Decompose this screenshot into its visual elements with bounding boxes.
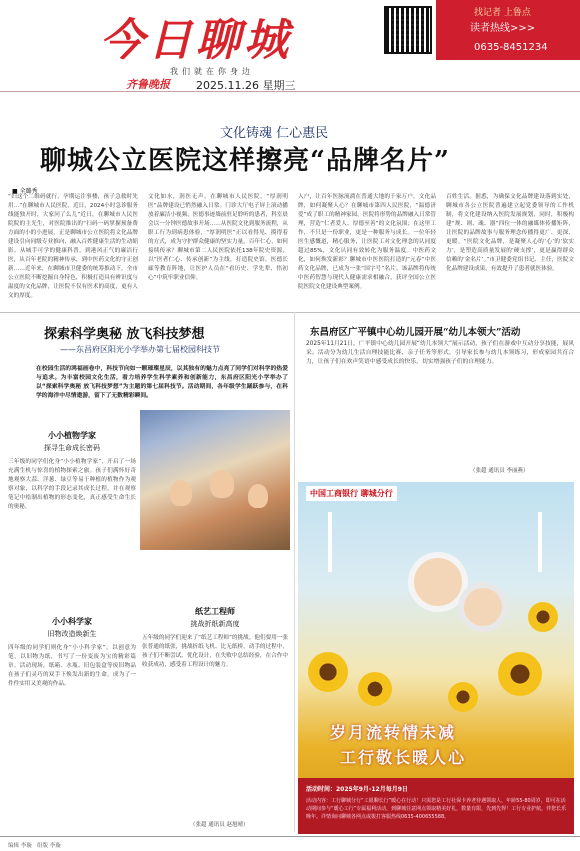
brand-logo: 齐鲁晚报 <box>126 78 170 91</box>
story2-sec2-title: 小小科学家 <box>52 616 92 626</box>
main-story-col1: “妇这个二维码就行，孕期运注事楼，孩子急救时先用…”在聊城市人民医院，近日，2024小时急诊服务线能独开时，大家问了么儿”近日，在聊城市人民医院院的主光生，对医院推出的“扫码一码掌握预备费方面的小的小进展，正是聊城市公立医院将文化品牌建设引向同级专业推向、融入百姓健康生活的生动缩影。从城手可学的健康科普，到港风正气的廉洁行医，从百年老院的精神传承，到中医药文化的守正创新……近年来，在聊城市卫健委的统筹推动下，全市公立医院不断挖掘自身特色，积极打造具有辨识度与温度的文化品牌，让医院不仅有医术的高度，更有人文的厚度。 <box>8 194 138 299</box>
ad-time: 活动时间：2025年9月-12月每月9日 <box>306 786 408 793</box>
issue-date: 2025.11.26 星期三 <box>196 79 296 92</box>
ad-slogan-line1: 岁月流转情未减 <box>330 723 457 742</box>
column-divider <box>294 312 295 832</box>
page-footer <box>0 836 580 851</box>
story2-sec3-sub: 挑战折纸新高度 <box>190 620 240 628</box>
footer-editor: 编辑 李璇 <box>8 843 32 849</box>
hotline-number: 0635-8451234 <box>474 42 548 53</box>
story2-sec1-sub: 探寻生命成长密码 <box>44 444 100 452</box>
ad-description: 活动内容：工行聊城分行“工银聊长行”暖心在行动！只需您是工行社保卡养老待遇领取人，年龄55-80周岁，即可在活动期间参与“暖心工行”专属福利活动，到聊城任意网点领取精美好礼，数量有限，先到先得！工行专业护航，伴您长乐晚年。详情询问聊城各网点或拨打客服热线0635-400655588。 <box>306 798 567 820</box>
story2-sec1-body: 三年级的同学们化身“小小植物学家”，开启了一场充满生机与惊喜的植物探索之旅。孩子们满怀好奇地观察大蒜、洋葱、绿豆等易于种植的植物作为观察对象，以科学的手段记录其成长过程，并在观察笔记中绘制出植物的形态变化，真正感受生命生长的奥秘。 <box>8 459 136 510</box>
story2-sec3-body: 五年级的同学们迎来了“纸艺工程师”的挑战。他们要用一张张普通的纸张，挑战折纸飞机、比无纸桥，动手的过程中，孩子们不断尝试、优化设计，在失败中总结经验，在合作中收获成功，感受着工程设计的魅力。 <box>142 635 288 668</box>
story2-subhead: ——东昌府区阳光小学举办第七届校园科技节 <box>60 345 220 354</box>
hotline-caption: 找记者 上鲁点 <box>474 8 531 18</box>
bank-logo: 中国工商银行 聊城分行 <box>306 486 397 501</box>
story2-sec1-title: 小小植物学家 <box>48 430 96 440</box>
byline-name: 全璐秀 <box>19 188 38 195</box>
school-photo <box>140 410 290 550</box>
ad-slogan-line2: 工行敬长暖人心 <box>340 748 467 767</box>
masthead-title: 今日聊城 <box>100 15 292 66</box>
story2-sec2-body: 四年级的同学们则化身“小小科学家”，以创意为笔，以旧物为纸，书写了一份变废为宝的精彩篇章。活动现场，纸箱、水瓶、旧包装盒等废旧物品在孩子们灵巧的双手下焕发出新的生命，成为了一件件实用又美观的作品。 <box>8 645 136 687</box>
story2-credit: （张超 通讯员 赵旭晴） <box>190 822 249 828</box>
qr-code-icon[interactable] <box>384 6 432 54</box>
main-story-col2: 文化如水，润医无声。在聊城市人民医院，“厚润明医”品牌建设已悄然融入日常。门诊大厅电子屏上滚动播放着廉洁小视频，医德事迹墙前驻足聆听的患者，科室晨会以一分钟医德故事开场……从医院文化到服务流程，从职工行为到病患体验，“厚润明医”正以看得见、摸得着的方式，成为守护群众健康的坚实力量。百年仁心，如何接续传承？聊城市第二人民医院依托138年院史资源，以“医者仁心、传承创新”为主线，打造院史馆、医德长廊等教育阵地，让医护人员在“看历史、学先辈、悟初心”中筑牢职业信仰。 <box>148 194 288 281</box>
story2-headline: 探索科学奥秘 放飞科技梦想 <box>44 327 205 342</box>
footer-designer: 组版 李璇 <box>37 843 61 849</box>
story3-headline: 东昌府区广平镇中心幼儿园开展“幼儿本领大”活动 <box>310 327 521 338</box>
main-story-kicker: 文化铸魂 仁心惠民 <box>220 126 329 141</box>
main-story-col3: 入户，让百年医脉流淌在普通大地的千家万户。文化品牌，如何凝聚人心？在聊城市第四人民医院，“温德济爱”成了职工的精神家园。医院将形势的品牌融入日常管理，营造“仁者爱人、厚德至善”的文化氛围；在这里工作，不只是一份职业，更是一种服务与成长。一位年轻医生感慨道，精心服务，让医院工对文化理念的认同度超过85%，文化认同有效转化为服务温度。中医药文化，如何焕发新彩？聊城市中医医院打造的“元春”中医药文化品牌，已成为一张“国字号”名片。该品牌将传统中医药智慧与现代人健康需求相融合，获评全国公立医院医院文化建设典型案例。 <box>298 194 436 290</box>
story2-sec3-title: 纸艺工程师 <box>195 606 235 616</box>
main-story-headline: 聊城公立医院这样擦亮“品牌名片” <box>40 146 450 176</box>
story3-credit: （张超 通讯员 李丽燕） <box>470 468 529 474</box>
main-story-byline: ■ 全璐秀 <box>12 188 38 195</box>
hotline-label: 读者热线>>> <box>470 23 536 34</box>
story2-sec2-sub: 旧物改造焕新生 <box>47 630 97 638</box>
section-divider <box>0 312 580 313</box>
masthead-slogan: 我们就在你身边 <box>170 67 254 76</box>
main-story-col4: 百姓生活。据悉，为确保文化品牌建设落到实处，聊城市各公立医院普遍建立起党委领导的工作机制，将文化建设纳入医院发展规划，同时，积极构建“规、则、魂、器”四位一体的融媒体传播矩阵，让医院的品牌故事与服务理念传播得更广、更深、更暖。“医院文化品牌，是凝聚人心的‘心’的‘软实力’，是塑造高质量发展的‘硬支撑’，更是赢得群众信赖的‘金名片’。”市卫健委党组书记、主任，医院文化品牌建设成果，有效提升了患者就医体验。 <box>446 194 574 272</box>
story2-lead: 在校园生活的鸿福画卷中，科技节向如一颗璀璨星辰，以其独有的魅力点亮了同学们对科学的热爱与追求。为丰富校园文化生活，看力培养学生科学素养和创新能力，东昌府区阳光小学举办了以“探索科学奥秘 放飞科技梦想”为主题的第七届科技节。活动期间，各年级学生踊跃参与，在科学的海洋中尽情遨游，留下了无数精彩瞬间。 <box>36 366 288 399</box>
story3-body: 2025年11月21日，广平镇中心幼儿园开展“幼儿本领大”展示活动，孩子们在游戏中互动分享技能，展风采。活动分为幼儿生活自理技能比赛、亲子任务等形式，引导家长参与幼儿本领练习，形成家园共育合力，让孩子们在欢声笑语中感受成长的快乐，切实增强孩子们的自理能力。 <box>306 341 574 366</box>
